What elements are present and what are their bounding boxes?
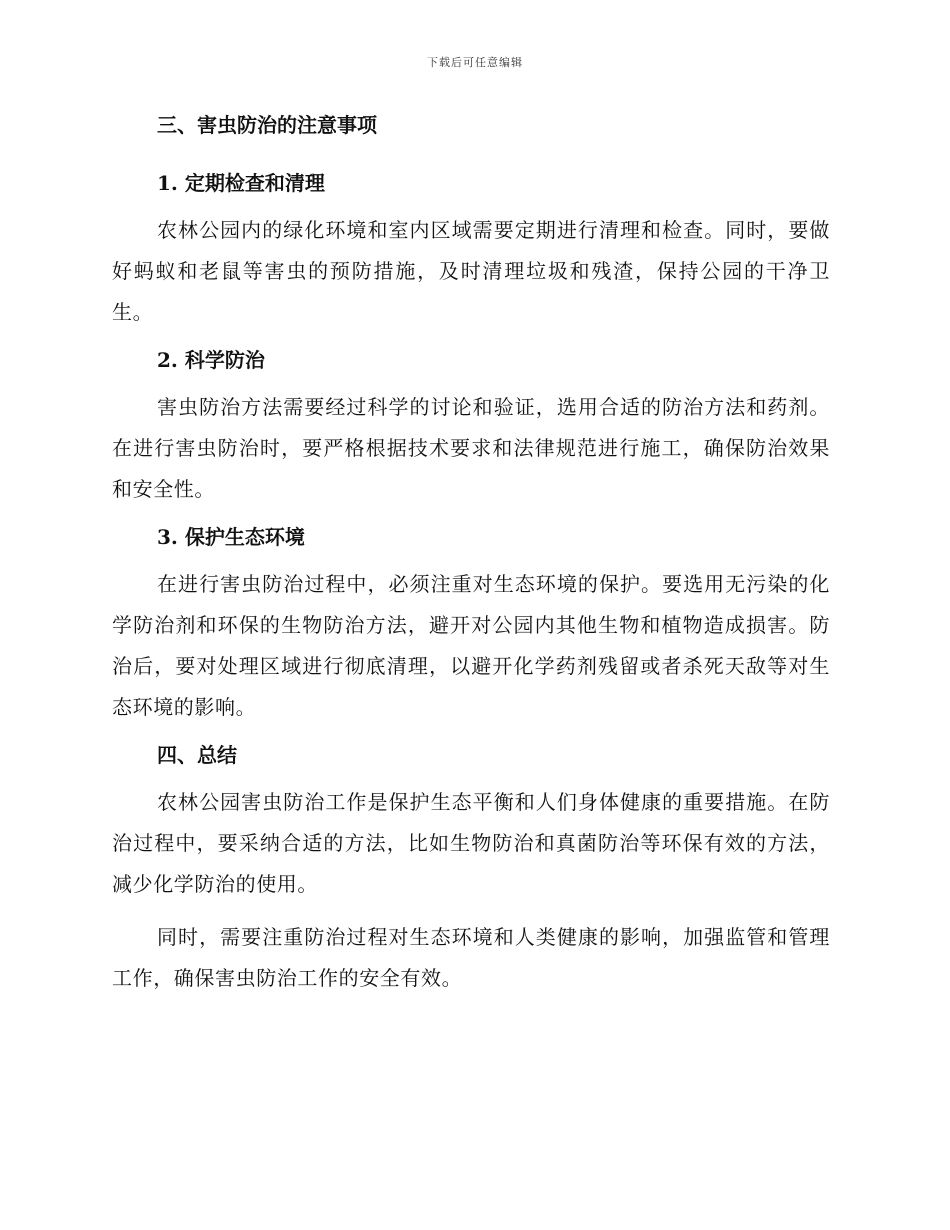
section-4-heading: 四、总结 xyxy=(157,743,237,767)
section-3-3-paragraph: 在进行害虫防治过程中，必须注重对生态环境的保护。要选用无污染的化学防治剂和环保的生物防治方法，避开对公园内其他生物和植物造成损害。防治后，要对处理区域进行彻底清理，以避开化学药剂残留或者杀死天敌等对生态环境的影响。 xyxy=(112,572,830,719)
section-3-heading: 三、害虫防治的注意事项 xyxy=(157,113,377,137)
section-3-2-paragraph: 害虫防治方法需要经过科学的讨论和验证，选用合适的防治方法和药剂。在进行害虫防治时，要严格根据技术要求和法律规范进行施工，确保防治效果和安全性。 xyxy=(112,395,830,501)
document-body xyxy=(112,110,830,999)
section-3-1-paragraph: 农林公园内的绿化环境和室内区域需要定期进行清理和检查。同时，要做好蚂蚁和老鼠等害虫的预防措施，及时清理垃圾和残渣，保持公园的干净卫生。 xyxy=(112,218,830,324)
section-4-paragraph-2: 同时，需要注重防治过程对生态环境和人类健康的影响，加强监管和管理工作，确保害虫防治工作的安全有效。 xyxy=(112,925,830,990)
section-3-2-heading: 2. 科学防治 xyxy=(157,348,265,372)
section-4-paragraph-1: 农林公园害虫防治工作是保护生态平衡和人们身体健康的重要措施。在防治过程中，要采纳合适的方法，比如生物防治和真菌防治等环保有效的方法，减少化学防治的使用。 xyxy=(112,790,830,896)
section-3-3-heading: 3. 保护生态环境 xyxy=(157,525,305,549)
header-note: 下载后可任意编辑 xyxy=(427,56,523,69)
section-3-1-heading: 1. 定期检查和清理 xyxy=(157,171,325,195)
